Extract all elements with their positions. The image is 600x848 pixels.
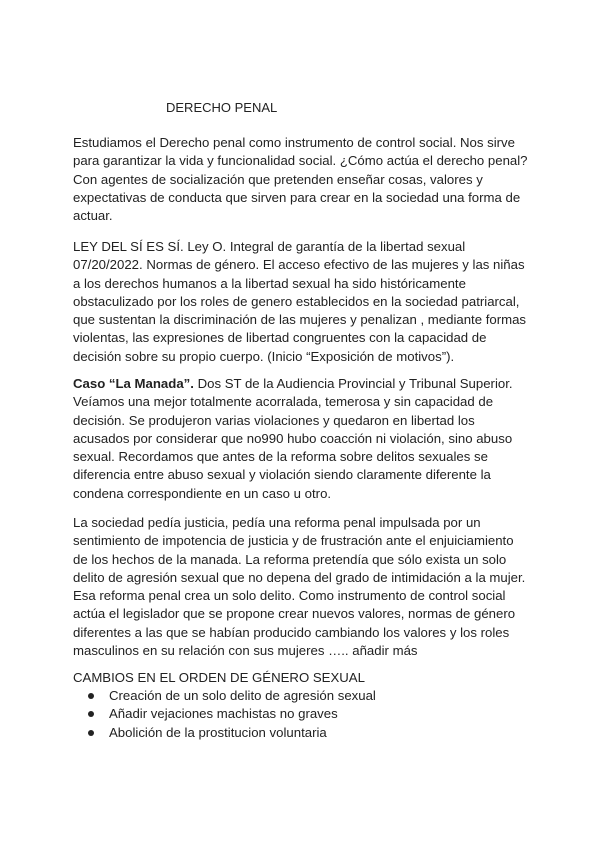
paragraph-line: acusados por considerar que no990 hubo coacción ni violación, sino abuso bbox=[73, 430, 513, 446]
paragraph-line: 07/20/2022. Normas de género. El acceso efectivo de las mujeres y las niñas bbox=[73, 257, 525, 273]
paragraph-line: Esa reforma penal crea un solo delito. Como instrumento de control social bbox=[73, 588, 506, 604]
paragraph-line: sentimiento de impotencia de justicia y de frustración ante el enjuiciamiento bbox=[73, 533, 514, 549]
paragraph-line: condena correspondiente en un caso u otro. bbox=[73, 485, 332, 501]
paragraph-reforma-penal bbox=[73, 514, 543, 660]
paragraph-line: masculinos en su relación con sus mujeres ….. añadir más bbox=[73, 643, 418, 659]
paragraph-line: violentas, las expresiones de libertad congruentes con la capacidad de bbox=[73, 330, 487, 346]
bullet-dot-icon bbox=[88, 711, 94, 717]
paragraph-line: diferentes a las que se habían producido cambiando los valores y los roles bbox=[73, 624, 510, 640]
paragraph-line: La sociedad pedía justicia, pedía una reforma penal impulsada por un bbox=[73, 515, 481, 530]
case-title: Caso “La Manada”. bbox=[73, 376, 194, 391]
paragraph-line-rest: Dos ST de la Audiencia Provincial y Tribunal Superior. bbox=[193, 376, 513, 391]
paragraph-ley-si-es-si bbox=[73, 238, 543, 366]
paragraph-line: Veíamos una mejor totalmente acorralada, temerosa y sin capacidad de bbox=[73, 394, 494, 410]
list-item-text: Creación de un solo delito de agresión sexual bbox=[109, 688, 376, 703]
paragraph-line: actuar. bbox=[73, 208, 113, 224]
paragraph-line: diferencia entre abuso sexual y violación siendo claramente diferente la bbox=[73, 467, 491, 483]
section-heading: CAMBIOS EN EL ORDEN DE GÉNERO SEXUAL bbox=[73, 670, 365, 685]
document-title: DERECHO PENAL bbox=[166, 100, 278, 115]
paragraph-line: que sustentan la discriminación de las mujeres y penalizan , mediante formas bbox=[73, 312, 527, 328]
paragraph-line: de los hechos de la manada. La reforma pretendía que sólo exista un solo bbox=[73, 551, 507, 567]
paragraph-line: expectativas de conducta que sirven para crear en la sociedad una forma de bbox=[73, 189, 521, 205]
paragraph-line: Con agentes de socialización que pretenden enseñar cosas, valores y bbox=[73, 171, 483, 187]
paragraph-line: LEY DEL SÍ ES SÍ. Ley O. Integral de garantía de la libertad sexual bbox=[73, 239, 466, 254]
paragraph-line: a los derechos humanos a la libertad sexual ha sido históricamente bbox=[73, 275, 466, 291]
paragraph-line: decisión. Se produjeron varias violaciones y quedaron en libertad los bbox=[73, 412, 475, 428]
paragraph-caso-la-manada bbox=[73, 375, 543, 503]
bullet-dot-icon bbox=[88, 730, 94, 736]
paragraph-line: para garantizar la vida y funcionalidad social. ¿Cómo actúa el derecho penal? bbox=[73, 153, 528, 169]
list-item-text: Abolición de la prostitucion voluntaria bbox=[109, 724, 327, 740]
list-item bbox=[73, 687, 376, 705]
paragraph-line: sexual. Recordamos que antes de la reforma sobre delitos sexuales se bbox=[73, 449, 488, 465]
paragraph-control-social bbox=[73, 134, 543, 225]
bullet-dot-icon bbox=[88, 693, 94, 699]
list-item bbox=[73, 724, 376, 742]
paragraph-first-line bbox=[73, 375, 543, 393]
list-item bbox=[73, 705, 376, 723]
paragraph-line: Estudiamos el Derecho penal como instrumento de control social. Nos sirve bbox=[73, 135, 515, 150]
list-item-text: Añadir vejaciones machistas no graves bbox=[109, 706, 338, 722]
paragraph-line: obstaculizado por los roles de genero establecidos en la sociedad patriarcal, bbox=[73, 293, 520, 309]
paragraph-line: delito de agresión sexual que no depena del grado de intimidación a la mujer. bbox=[73, 569, 526, 585]
bullet-list bbox=[73, 687, 376, 742]
paragraph-line: decisión sobre su propio cuerpo. (Inicio “Exposición de motivos”). bbox=[73, 348, 455, 364]
paragraph-line: actúa el legislador que se propone crear nuevos valores, normas de género bbox=[73, 606, 516, 622]
